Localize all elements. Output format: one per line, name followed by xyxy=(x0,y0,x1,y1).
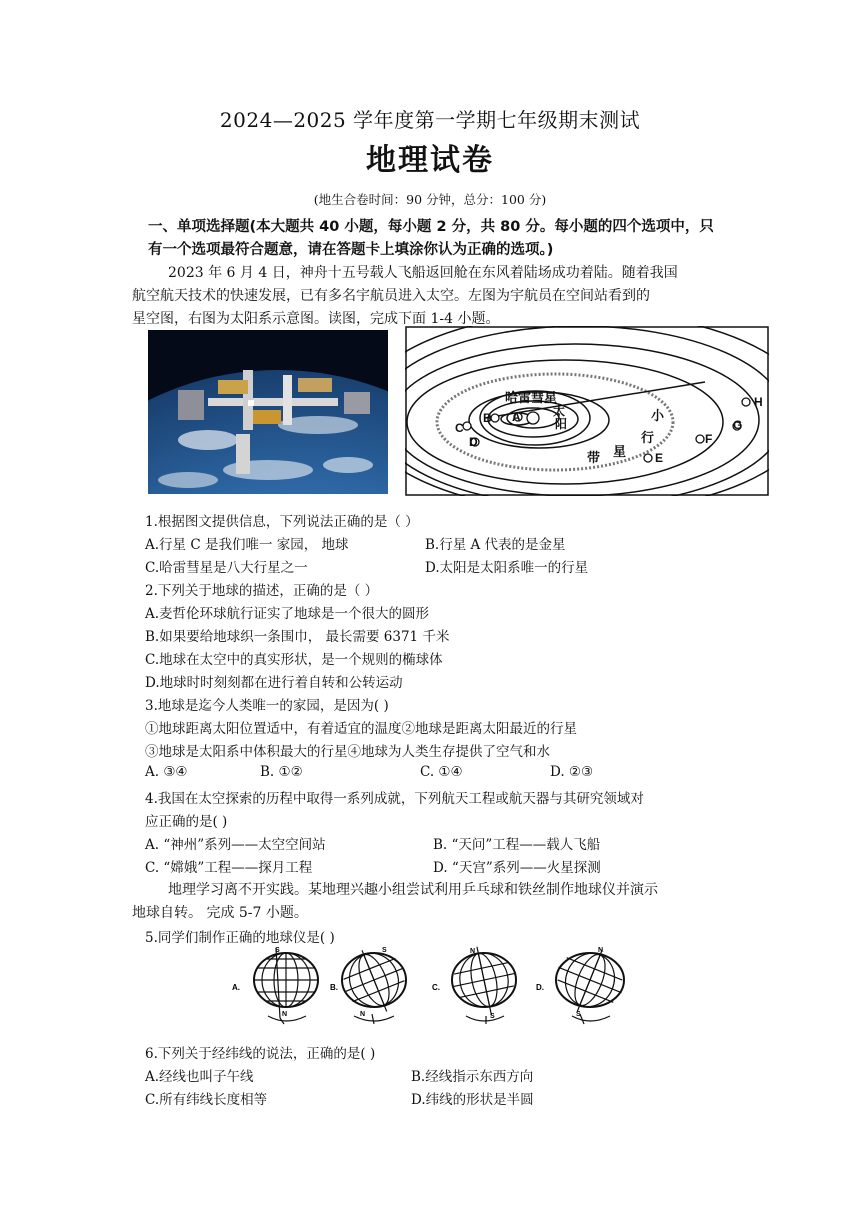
intro-line: 航空航天技术的快速发展，已有多名宇航员进入太空。左图为宇航员在空间站看到的 xyxy=(132,288,650,304)
globe-option-label: D. xyxy=(536,983,544,992)
question-2-option-a: A.麦哲伦环球航行证实了地球是一个很大的圆形 xyxy=(145,606,430,622)
question-3-option-a: A. ③④ xyxy=(145,764,188,780)
question-1-option-a: A.行星 C 是我们唯一 家园， 地球 xyxy=(145,537,349,553)
question-3-statements: ③地球是太阳系中体积最大的行星④地球为人类生存提供了空气和水 xyxy=(145,744,550,760)
planet-label-f: F xyxy=(705,432,713,446)
globe-pole-label: S xyxy=(576,1011,581,1018)
halley-comet-label: 哈雷彗星 xyxy=(505,391,558,406)
globe-pole-label: N xyxy=(282,1011,288,1018)
question-3-statements: ①地球距离太阳位置适中，有着适宜的温度②地球是距离太阳最近的行星 xyxy=(145,721,577,737)
question-2-option-b: B.如果要给地球织一条围巾， 最长需要 6371 千米 xyxy=(145,629,450,645)
question-3-option-c: C. ①④ xyxy=(420,764,463,780)
section-heading-line2: 有一个选项最符合题意，请在答题卡上填涂你认为正确的选项。) xyxy=(148,242,554,258)
planet-label-h: H xyxy=(754,395,763,409)
question-2-option-c: C.地球在太空中的真实形状，是一个规则的椭球体 xyxy=(145,652,443,668)
question-4-option-d: D. “天宫”系列——火星探测 xyxy=(433,860,601,876)
asteroid-belt-label: 星 xyxy=(613,445,627,460)
space-station-photo xyxy=(148,330,388,494)
question-1-option-c: C.哈雷彗星是八大行星之一 xyxy=(145,560,308,576)
question-5-stem: 5.同学们制作正确的地球仪是( ) xyxy=(145,930,335,946)
exam-title: 2024—2025 学年度第一学期七年级期末测试 xyxy=(219,108,641,132)
question-4-option-c: C. “嫦娥”工程——探月工程 xyxy=(145,860,313,876)
intro-line: 地理学习离不开实践。某地理兴趣小组尝试利用乒乓球和铁丝制作地球仪并演示 xyxy=(168,882,658,898)
question-2-option-d: D.地球时时刻刻都在进行着自转和公转运动 xyxy=(145,675,403,691)
question-2-stem: 2.下列关于地球的描述，正确的是（ ） xyxy=(145,583,379,599)
sun-label: 太 xyxy=(553,404,566,418)
globe-pole-label: S xyxy=(275,947,280,954)
globe-pole-label: N xyxy=(470,948,476,955)
solar-system-diagram xyxy=(405,326,769,496)
question-6-option-c: C.所有纬线长度相等 xyxy=(145,1092,268,1108)
question-6-stem: 6.下列关于经纬线的说法，正确的是( ) xyxy=(145,1046,376,1062)
planet-label-a: A xyxy=(512,410,521,424)
intro-line: 地球自转。 完成 5-7 小题。 xyxy=(132,905,308,921)
globe-option-label: B. xyxy=(330,983,338,992)
planet-label-d: D xyxy=(469,435,478,449)
asteroid-belt-label: 带 xyxy=(587,451,601,466)
question-3-stem: 3.地球是迄今人类唯一的家园，是因为( ) xyxy=(145,698,389,714)
planet-label-e: E xyxy=(655,451,664,465)
question-4-option-b: B. “天问”工程——载人飞船 xyxy=(433,837,601,853)
planet-label-c: C xyxy=(455,421,464,435)
question-1-stem: 1.根据图文提供信息，下列说法正确的是（ ） xyxy=(145,514,419,530)
planet-label-b: B xyxy=(483,411,492,425)
globe-pole-label: N xyxy=(598,947,604,954)
question-6-option-a: A.经线也叫子午线 xyxy=(145,1069,254,1085)
section-heading-line1: 一、单项选择题(本大题共 40 小题，每小题 2 分，共 80 分。每小题的四个选项中，只 xyxy=(148,219,714,235)
asteroid-belt-label: 行 xyxy=(641,431,655,446)
exam-subject: 地理试卷 xyxy=(366,143,494,178)
sun-label: 阳 xyxy=(555,417,568,431)
question-6-option-b: B.经线指示东西方向 xyxy=(411,1069,534,1085)
asteroid-belt-label: 小 xyxy=(651,409,665,424)
globe-option-label: A. xyxy=(232,983,240,992)
question-1-option-b: B.行星 A 代表的是金星 xyxy=(425,537,566,553)
planet-label-g: G xyxy=(733,418,743,432)
intro-line: 星空图，右图为太阳系示意图。读图，完成下面 1-4 小题。 xyxy=(132,311,500,327)
question-4-option-a: A. “神州”系列——太空空间站 xyxy=(145,837,326,853)
question-3-option-b: B. ①② xyxy=(260,764,303,780)
question-6-option-d: D.纬线的形状是半圆 xyxy=(411,1092,534,1108)
globe-pole-label: N xyxy=(360,1011,366,1018)
intro-line: 2023 年 6 月 4 日，神舟十五号载人飞船返回舱在东风着陆场成功着陆。随着我国 xyxy=(168,265,678,281)
globe-options-figure xyxy=(228,946,633,1028)
exam-time-note: (地生合卷时间：90 分钟，总分：100 分) xyxy=(313,192,547,207)
question-4-stem: 应正确的是( ) xyxy=(145,814,228,830)
globe-pole-label: S xyxy=(382,947,387,954)
question-4-stem: 4.我国在太空探索的历程中取得一系列成就，下列航天工程或航天器与其研究领域对 xyxy=(145,791,644,807)
question-3-option-d: D. ②③ xyxy=(550,764,594,780)
globe-pole-label: S xyxy=(490,1013,495,1020)
globe-option-label: C. xyxy=(432,983,440,992)
question-1-option-d: D.太阳是太阳系唯一的行星 xyxy=(425,560,589,576)
